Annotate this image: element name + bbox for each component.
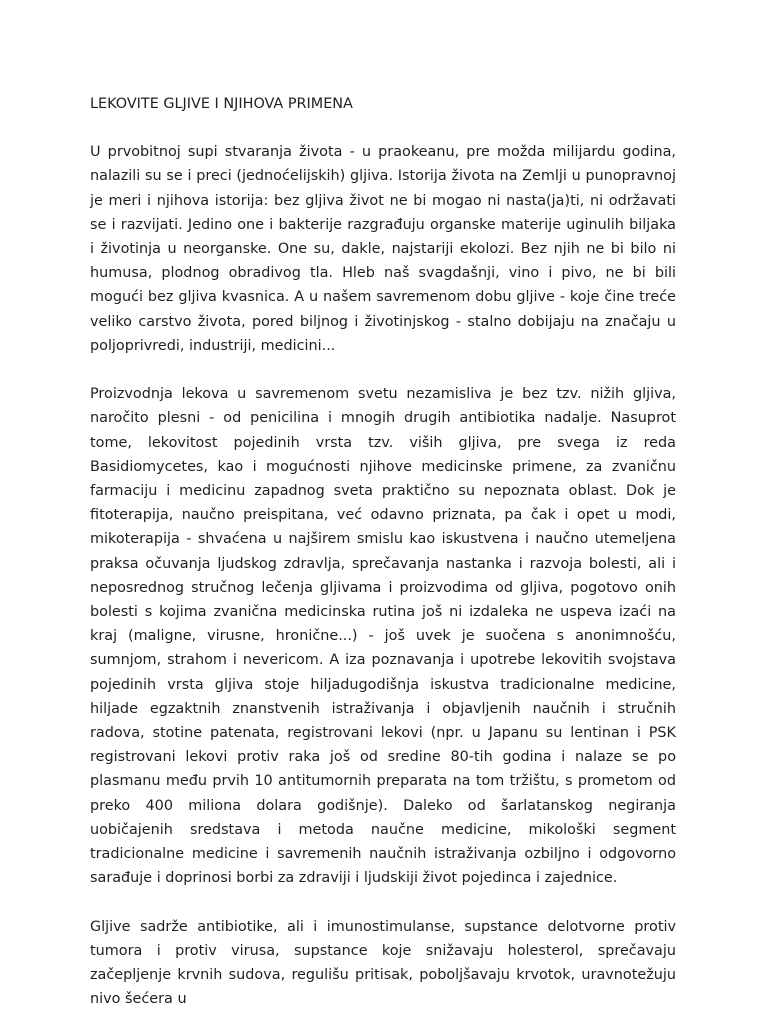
- paragraph-substances: Gljive sadrže antibiotike, ali i imunostimulanse, supstance delotvorne protiv tumora i protiv virusa, supstance koje snižavaju holesterol, sprečavaju začepljenje krvnih sudova, regulišu pritisak, poboljšavaju krvotok, uravnotežuju nivo šećera u: [90, 918, 676, 1008]
- document-title: LEKOVITE GLJIVE I NJIHOVA PRIMENA: [90, 96, 353, 112]
- document-body: [90, 92, 676, 1036]
- paragraph-medicine: Proizvodnja lekova u savremenom svetu nezamisliva je bez tzv. nižih gljiva, naročito plesni - od penicilina i mnogih drugih antibiotika nadalje. Nasuprot tome, lekovitost pojedinih vrsta tzv. viših gljiva, pre svega iz reda Basidiomycetes, kao i mogućnosti njihove medicinske primene, za zvaničnu farmaciju i medicinu zapadnog sveta praktično su nepoznata oblast. Dok je fitoterapija, naučno preispitana, već odavno priznata, pa čak i opet u modi, mikoterapija - shvaćena u najširem smislu kao iskustvena i naučno utemeljena praksa očuvanja ljudskog zdravlja, sprečavanja nastanka i razvoja bolesti, ali i neposrednog stručnog lečenja gljivama i proizvodima od gljiva, pogotovo onih bolesti s kojima zvanična medicinska rutina još ni izdaleka ne uspeva izaći na kraj (maligne, virusne, hronične...) - još uvek je suočena s anonimnošću, sumnjom, strahom i nevericom. A iza poznavanja i upotrebe lekovitih svojstava pojedinih vrsta gljiva stoje hiljadugodišnja iskustva tradicionalne medicine, hiljade egzaktnih znanstvenih istraživanja i objavljenih naučnih i stručnih radova, stotine patenata, registrovani lekovi (npr. u Japanu su lentinan i PSK registrovani lekovi protiv raka još od sredine 80-tih godina i nalaze se po plasmanu među prvih 10 antitumornih preparata na tom tržištu, s prometom od preko 400 miliona dolara godišnje). Daleko od šarlatanskog negiranja uobičajenih sredstava i metoda naučne medicine, mikološki segment tradicionalne medicine i savremenih naučnih istraživanja ozbiljno i odgovorno sarađuje i doprinosi borbi za zdraviji i ljudskiji život pojedinca i zajednice.: [90, 386, 676, 887]
- paragraph-intro: U prvobitnoj supi stvaranja života - u praokeanu, pre možda milijardu godina, nalazili su se i preci (jednoćelijskih) gljiva. Istorija života na Zemlji u punopravnoj je meri i njihova istorija: bez gljiva život ne bi mogao ni nasta(ja)ti, ni održavati se i razvijati. Jedino one i bakterije razgrađuju organske materije uginulih biljaka i životinja u neorganske. One su, dakle, najstariji ekolozi. Bez njih ne bi bilo ni humusa, plodnog obradivog tla. Hleb naš svagdašnji, vino i pivo, ne bi bili mogući bez gljiva kvasnica. A u našem savremenom dobu gljive - koje čine treće veliko carstvo života, pored biljnog i životinjskog - stalno dobijaju na značaju u poljoprivredi, industriji, medicini...: [90, 144, 676, 354]
